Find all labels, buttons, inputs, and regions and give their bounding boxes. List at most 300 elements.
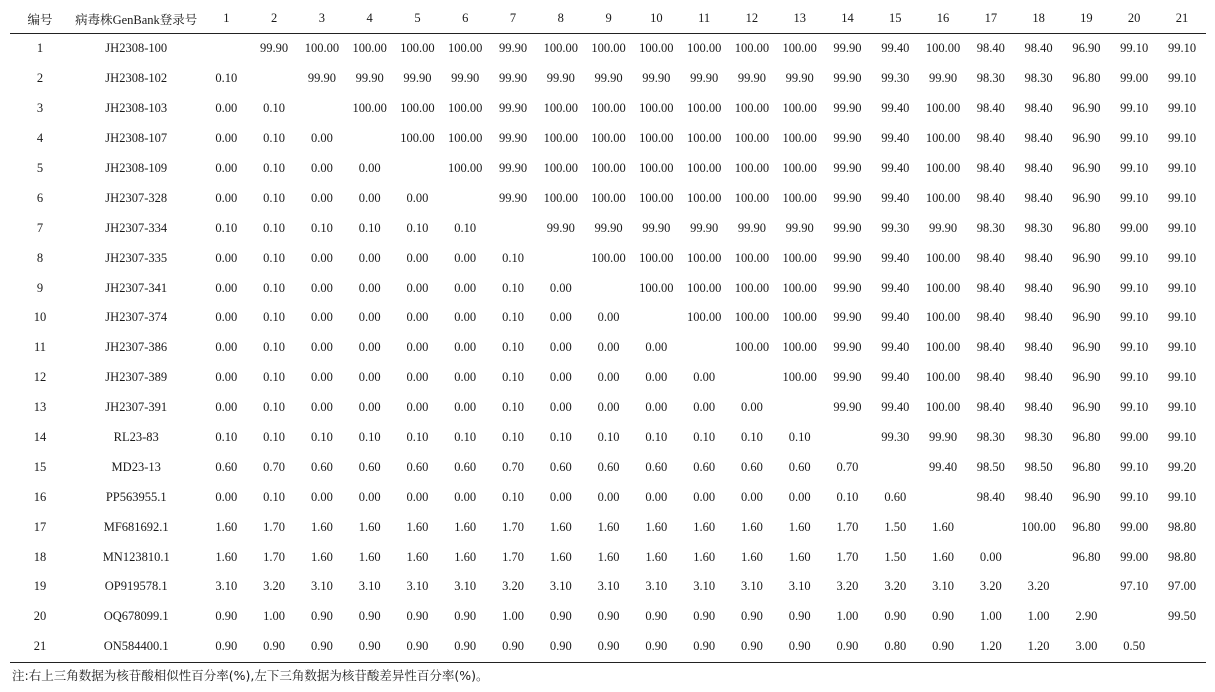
matrix-cell: 0.90 [454, 609, 477, 624]
matrix-cell [250, 64, 298, 94]
matrix-cell: 99.90 [403, 71, 432, 86]
row-id: 8 [36, 250, 44, 265]
matrix-cell: 1.60 [310, 549, 333, 564]
matrix-cell: 1.60 [549, 519, 572, 534]
matrix-cell: 99.10 [1167, 250, 1197, 265]
matrix-cell: 100.00 [686, 310, 722, 325]
matrix-cell: 0.00 [454, 489, 477, 504]
matrix-cell: 100.00 [925, 400, 961, 415]
matrix-cell: 99.90 [260, 41, 289, 56]
table-row [10, 213, 1206, 243]
matrix-cell: 98.40 [976, 370, 1005, 385]
matrix-cell: 0.90 [680, 632, 728, 662]
matrix-cell: 3.20 [979, 579, 1002, 594]
header-col-18: 18 [1015, 4, 1063, 34]
matrix-cell: 98.40 [976, 489, 1005, 504]
matrix-cell: 3.10 [549, 579, 572, 594]
row-id: 3 [36, 101, 44, 116]
matrix-cell: 99.90 [498, 71, 528, 86]
matrix-cell: 0.10 [263, 250, 286, 265]
matrix-cell: 99.40 [881, 250, 910, 265]
matrix-cell: 100.00 [543, 161, 578, 175]
row-accession: MF681692.1 [103, 519, 169, 534]
matrix-cell: 100.00 [734, 101, 770, 116]
matrix-cell: 99.90 [737, 220, 766, 235]
matrix-cell: 98.80 [1167, 519, 1197, 534]
matrix-cell: 100.00 [639, 190, 674, 205]
matrix-cell: 100.00 [400, 41, 435, 56]
matrix-cell: 99.40 [881, 131, 910, 146]
matrix-cell: 100.00 [448, 41, 483, 56]
matrix-cell: 0.00 [454, 310, 477, 325]
matrix-cell: 100.00 [686, 101, 722, 116]
matrix-cell: 100.00 [925, 370, 961, 385]
matrix-cell: 1.60 [932, 519, 954, 534]
matrix-cell: 3.10 [597, 579, 620, 594]
matrix-cell: 99.10 [1167, 400, 1197, 415]
matrix-cell: 1.60 [358, 549, 381, 564]
matrix-cell: 100.00 [925, 131, 961, 146]
header-col-7: 7 [489, 4, 537, 34]
matrix-cell: 0.00 [645, 370, 668, 385]
matrix-cell: 99.40 [881, 190, 910, 205]
row-id: 7 [36, 220, 44, 235]
matrix-cell [202, 34, 250, 64]
matrix-cell: 100.00 [782, 250, 817, 265]
matrix-cell: 0.00 [215, 190, 238, 205]
matrix-cell: 0.00 [597, 370, 620, 385]
matrix-cell: 99.90 [833, 220, 862, 235]
matrix-cell: 99.90 [833, 400, 862, 415]
matrix-cell: 1.20 [1015, 632, 1063, 662]
matrix-cell: 98.40 [976, 400, 1005, 415]
matrix-cell: 100.00 [686, 41, 722, 56]
header-col-5: 5 [394, 4, 442, 34]
matrix-cell: 0.10 [358, 430, 381, 445]
matrix-cell: 1.00 [979, 609, 1002, 624]
matrix-cell: 0.00 [358, 370, 381, 385]
row-accession: RL23-83 [113, 430, 159, 445]
matrix-cell: 100.00 [686, 161, 722, 175]
matrix-cell [1062, 572, 1110, 602]
row-accession: OQ678099.1 [103, 609, 169, 624]
matrix-cell: 3.10 [310, 579, 333, 594]
matrix-cell: 100.00 [782, 101, 817, 116]
matrix-cell: 100.00 [925, 190, 961, 205]
matrix-cell: 0.90 [358, 609, 381, 624]
matrix-cell: 100.00 [448, 101, 483, 116]
matrix-cell: 98.40 [976, 250, 1005, 265]
matrix-cell: 3.20 [836, 579, 859, 594]
matrix-cell: 100.00 [925, 340, 961, 355]
matrix-cell: 100.00 [639, 280, 674, 295]
matrix-cell: 99.90 [498, 101, 528, 116]
matrix-cell: 99.40 [881, 280, 910, 295]
matrix-cell: 0.00 [406, 340, 429, 355]
matrix-cell: 0.00 [406, 250, 429, 265]
matrix-cell: 0.00 [549, 370, 572, 385]
matrix-cell: 0.00 [358, 280, 381, 295]
matrix-cell: 0.60 [788, 459, 811, 474]
matrix-cell: 98.30 [976, 71, 1005, 86]
row-id: 13 [33, 400, 47, 415]
matrix-cell: 100.00 [734, 131, 770, 146]
matrix-cell: 99.90 [737, 71, 766, 86]
matrix-cell: 99.90 [833, 280, 862, 295]
matrix-cell: 98.50 [976, 459, 1005, 474]
matrix-cell: 0.70 [263, 459, 286, 474]
matrix-cell: 99.10 [1167, 190, 1197, 205]
matrix-cell: 99.90 [785, 220, 814, 235]
matrix-cell: 98.40 [1024, 161, 1053, 175]
table-row [10, 124, 1206, 154]
matrix-cell [346, 124, 394, 154]
matrix-cell: 99.00 [1120, 519, 1149, 534]
matrix-cell: 0.00 [454, 400, 477, 415]
matrix-cell: 0.10 [263, 310, 286, 325]
row-accession: JH2307-341 [105, 280, 168, 295]
matrix-cell: 99.50 [1167, 609, 1197, 624]
matrix-cell: 98.40 [976, 131, 1005, 146]
matrix-cell: 3.20 [263, 579, 286, 594]
table-header-row [10, 4, 1206, 34]
matrix-cell [680, 333, 728, 363]
row-id: 20 [33, 609, 47, 624]
row-id: 10 [33, 310, 47, 325]
matrix-cell: 0.00 [645, 489, 668, 504]
matrix-cell: 0.10 [502, 370, 524, 385]
matrix-cell: 0.10 [310, 220, 333, 235]
matrix-cell: 99.90 [498, 41, 528, 56]
matrix-cell: 100.00 [782, 310, 817, 325]
header-col-14: 14 [824, 4, 872, 34]
matrix-cell: 100.00 [591, 250, 626, 265]
matrix-cell: 0.00 [740, 489, 763, 504]
row-id: 11 [33, 340, 47, 355]
matrix-cell: 96.80 [1072, 459, 1101, 474]
matrix-cell: 99.90 [833, 310, 862, 325]
matrix-cell: 0.00 [358, 489, 381, 504]
matrix-cell: 100.00 [782, 161, 817, 175]
matrix-cell: 0.90 [549, 609, 572, 624]
row-id: 1 [36, 41, 44, 56]
matrix-cell: 99.90 [690, 71, 719, 86]
matrix-cell: 0.00 [310, 190, 333, 205]
row-id: 14 [33, 430, 47, 445]
matrix-cell: 0.10 [263, 190, 286, 205]
matrix-cell: 1.60 [645, 549, 668, 564]
matrix-cell: 0.10 [215, 71, 238, 86]
matrix-cell: 97.10 [1120, 579, 1149, 594]
matrix-cell: 0.00 [454, 280, 477, 295]
header-col-21: 21 [1158, 4, 1206, 34]
header-col-4: 4 [346, 4, 394, 34]
matrix-cell: 0.00 [358, 400, 381, 415]
matrix-cell: 99.10 [1167, 370, 1197, 385]
matrix-cell: 98.30 [1024, 430, 1053, 445]
matrix-cell: 3.10 [932, 579, 954, 594]
matrix-cell [967, 512, 1015, 542]
matrix-cell: 1.60 [597, 549, 620, 564]
matrix-cell: 1.70 [263, 519, 286, 534]
matrix-cell: 98.40 [976, 41, 1005, 56]
matrix-cell: 99.10 [1167, 101, 1197, 116]
matrix-cell [871, 452, 919, 482]
matrix-cell: 100.00 [639, 131, 674, 146]
matrix-cell [537, 243, 585, 273]
matrix-cell: 100.00 [925, 101, 961, 116]
matrix-cell: 0.90 [788, 609, 811, 624]
row-accession: JH2307-328 [105, 190, 168, 205]
row-id: 15 [33, 459, 47, 474]
matrix-cell: 0.10 [502, 400, 524, 415]
matrix-cell: 99.40 [881, 340, 910, 355]
matrix-cell: 0.90 [310, 609, 333, 624]
matrix-cell: 1.60 [693, 519, 716, 534]
matrix-cell: 0.00 [979, 549, 1002, 564]
matrix-cell: 0.00 [788, 489, 811, 504]
matrix-cell: 0.10 [310, 430, 333, 445]
matrix-cell: 99.90 [833, 340, 862, 355]
matrix-cell: 99.90 [498, 161, 528, 175]
matrix-cell: 99.10 [1120, 101, 1149, 116]
matrix-cell: 0.00 [310, 250, 333, 265]
matrix-cell: 0.90 [776, 632, 824, 662]
table-row [10, 183, 1206, 213]
matrix-cell: 99.10 [1167, 131, 1197, 146]
matrix-cell: 100.00 [400, 101, 435, 116]
matrix-cell: 0.10 [263, 340, 286, 355]
matrix-cell: 0.90 [537, 632, 585, 662]
row-accession: JH2307-386 [105, 340, 168, 355]
matrix-cell: 99.90 [833, 250, 862, 265]
matrix-cell: 0.60 [645, 459, 668, 474]
row-id: 21 [10, 632, 70, 662]
matrix-cell: 0.10 [263, 489, 286, 504]
matrix-cell: 99.10 [1167, 41, 1197, 56]
matrix-cell: 98.40 [976, 280, 1005, 295]
matrix-cell: 1.60 [740, 549, 763, 564]
matrix-cell: 0.00 [597, 340, 620, 355]
matrix-cell: 100.00 [400, 131, 435, 146]
matrix-cell: 99.10 [1120, 280, 1149, 295]
matrix-cell: 0.00 [310, 310, 333, 325]
matrix-cell: 100.00 [448, 131, 483, 146]
matrix-cell: 0.90 [215, 609, 238, 624]
matrix-cell: 0.00 [597, 400, 620, 415]
matrix-cell: 3.00 [1062, 632, 1110, 662]
matrix-cell: 99.90 [833, 131, 862, 146]
matrix-cell: 0.00 [215, 131, 238, 146]
matrix-cell: 0.00 [597, 489, 620, 504]
matrix-cell: 98.40 [1024, 340, 1053, 355]
matrix-cell: 3.10 [358, 579, 381, 594]
matrix-cell [776, 393, 824, 423]
matrix-cell: 100.00 [543, 131, 578, 146]
matrix-cell: 0.90 [824, 632, 872, 662]
matrix-cell: 0.00 [549, 340, 572, 355]
matrix-cell: 0.10 [263, 131, 286, 146]
matrix-cell: 99.90 [833, 190, 862, 205]
matrix-cell: 0.90 [250, 632, 298, 662]
matrix-cell: 0.10 [502, 250, 524, 265]
matrix-cell: 99.10 [1167, 489, 1197, 504]
matrix-cell: 3.10 [693, 579, 716, 594]
matrix-cell: 0.90 [394, 632, 442, 662]
matrix-cell: 96.80 [1072, 71, 1101, 86]
matrix-cell: 99.10 [1120, 370, 1149, 385]
header-col-17: 17 [967, 4, 1015, 34]
matrix-cell: 3.10 [406, 579, 429, 594]
matrix-cell: 99.90 [451, 71, 480, 86]
matrix-cell: 98.40 [1024, 41, 1053, 56]
header-col-8: 8 [537, 4, 585, 34]
matrix-cell: 99.00 [1120, 220, 1149, 235]
matrix-cell: 1.60 [549, 549, 572, 564]
matrix-cell: 100.00 [734, 340, 770, 355]
matrix-cell: 1.00 [263, 609, 286, 624]
matrix-cell [489, 213, 537, 243]
matrix-cell: 0.90 [632, 632, 680, 662]
matrix-cell: 1.70 [836, 549, 859, 564]
table-row [10, 94, 1206, 124]
matrix-cell: 99.30 [881, 220, 910, 235]
table-footnote: 注:右上三角数据为核苷酸相似性百分率(%),左下三角数据为核苷酸差异性百分率(%)。 [12, 668, 489, 683]
matrix-cell: 0.70 [836, 459, 859, 474]
matrix-cell: 1.70 [502, 519, 524, 534]
matrix-cell: 99.90 [833, 161, 862, 175]
row-accession: MD23-13 [111, 459, 161, 474]
row-id: 17 [33, 519, 47, 534]
matrix-cell [1110, 602, 1158, 632]
matrix-cell: 100.00 [639, 41, 674, 56]
matrix-cell: 3.20 [502, 579, 524, 594]
matrix-cell: 100.00 [448, 161, 483, 175]
row-accession: JH2307-335 [105, 250, 168, 265]
matrix-cell: 0.00 [358, 310, 381, 325]
table-row [10, 482, 1206, 512]
matrix-cell: 98.30 [1024, 71, 1053, 86]
matrix-cell: 99.10 [1120, 400, 1149, 415]
matrix-cell: 99.90 [546, 220, 575, 235]
matrix-cell: 99.40 [881, 310, 910, 325]
matrix-cell: 100.00 [591, 41, 626, 56]
matrix-cell: 99.90 [928, 71, 958, 86]
matrix-cell: 0.10 [502, 340, 524, 355]
matrix-cell: 0.00 [215, 400, 238, 415]
matrix-cell: 100.00 [782, 190, 817, 205]
matrix-cell: 96.80 [1072, 220, 1101, 235]
matrix-cell: 0.10 [263, 280, 286, 295]
matrix-cell: 99.30 [881, 430, 910, 445]
matrix-cell: 0.00 [549, 400, 572, 415]
matrix-cell: 0.90 [919, 632, 967, 662]
matrix-cell: 99.40 [881, 400, 910, 415]
row-id: 16 [33, 489, 47, 504]
matrix-cell: 99.90 [928, 220, 958, 235]
matrix-cell: 98.50 [1024, 459, 1053, 474]
table-row [10, 452, 1206, 482]
matrix-cell: 100.00 [304, 41, 340, 56]
row-accession: JH2307-374 [105, 310, 168, 325]
matrix-cell [1015, 542, 1063, 572]
matrix-cell: 0.90 [585, 632, 633, 662]
matrix-cell: 100.00 [686, 190, 722, 205]
header-col-13: 13 [776, 4, 824, 34]
matrix-cell: 0.10 [358, 220, 381, 235]
matrix-cell: 0.00 [310, 370, 333, 385]
matrix-cell: 0.00 [645, 340, 668, 355]
matrix-cell: 0.90 [597, 609, 620, 624]
matrix-cell: 96.90 [1072, 41, 1101, 56]
matrix-cell: 99.10 [1167, 71, 1197, 86]
matrix-cell: 0.10 [597, 430, 620, 445]
matrix-cell: 0.00 [406, 370, 429, 385]
matrix-cell: 0.00 [215, 370, 238, 385]
row-accession: JH2307-391 [105, 400, 168, 415]
matrix-cell: 99.00 [1120, 430, 1149, 445]
matrix-cell: 0.70 [502, 459, 524, 474]
matrix-cell: 99.00 [1120, 549, 1149, 564]
matrix-cell: 99.90 [546, 71, 575, 86]
matrix-cell: 0.00 [310, 131, 333, 146]
row-accession: ON584400.1 [70, 632, 202, 662]
matrix-cell: 98.40 [1024, 250, 1053, 265]
header-col-16: 16 [919, 4, 967, 34]
matrix-cell: 3.10 [454, 579, 477, 594]
matrix-cell: 0.00 [693, 400, 716, 415]
table-row [10, 632, 1206, 662]
matrix-cell: 99.90 [833, 41, 862, 56]
matrix-cell: 0.10 [263, 400, 286, 415]
header-id: 编号 [10, 4, 70, 34]
matrix-cell: 96.90 [1072, 489, 1101, 504]
matrix-cell: 99.10 [1120, 489, 1149, 504]
matrix-cell: 99.90 [642, 220, 671, 235]
header-col-11: 11 [680, 4, 728, 34]
matrix-cell: 1.60 [693, 549, 716, 564]
matrix-cell: 100.00 [925, 250, 961, 265]
matrix-cell: 99.40 [881, 41, 910, 56]
matrix-cell: 0.00 [549, 280, 572, 295]
matrix-cell: 98.30 [1024, 220, 1053, 235]
matrix-cell: 0.10 [263, 161, 286, 175]
header-col-20: 20 [1110, 4, 1158, 34]
matrix-cell: 0.00 [693, 489, 716, 504]
matrix-cell: 0.90 [298, 632, 346, 662]
matrix-cell: 96.90 [1072, 131, 1101, 146]
matrix-cell: 99.90 [498, 190, 528, 205]
matrix-cell: 0.10 [693, 430, 716, 445]
matrix-cell: 96.90 [1072, 250, 1101, 265]
table-row [10, 154, 1206, 184]
matrix-cell: 1.60 [645, 519, 668, 534]
matrix-cell: 0.90 [740, 609, 763, 624]
matrix-cell: 0.00 [549, 489, 572, 504]
matrix-cell: 3.20 [1027, 579, 1050, 594]
matrix-cell: 1.60 [597, 519, 620, 534]
matrix-cell: 1.60 [454, 519, 477, 534]
matrix-cell: 100.00 [734, 310, 770, 325]
matrix-cell: 1.00 [836, 609, 859, 624]
matrix-cell [728, 363, 776, 393]
matrix-cell: 0.60 [884, 489, 907, 504]
matrix-cell: 100.00 [543, 101, 578, 116]
matrix-cell: 1.50 [884, 519, 907, 534]
matrix-cell: 1.60 [788, 549, 811, 564]
matrix-cell: 99.00 [1120, 71, 1149, 86]
matrix-cell: 98.30 [976, 430, 1005, 445]
